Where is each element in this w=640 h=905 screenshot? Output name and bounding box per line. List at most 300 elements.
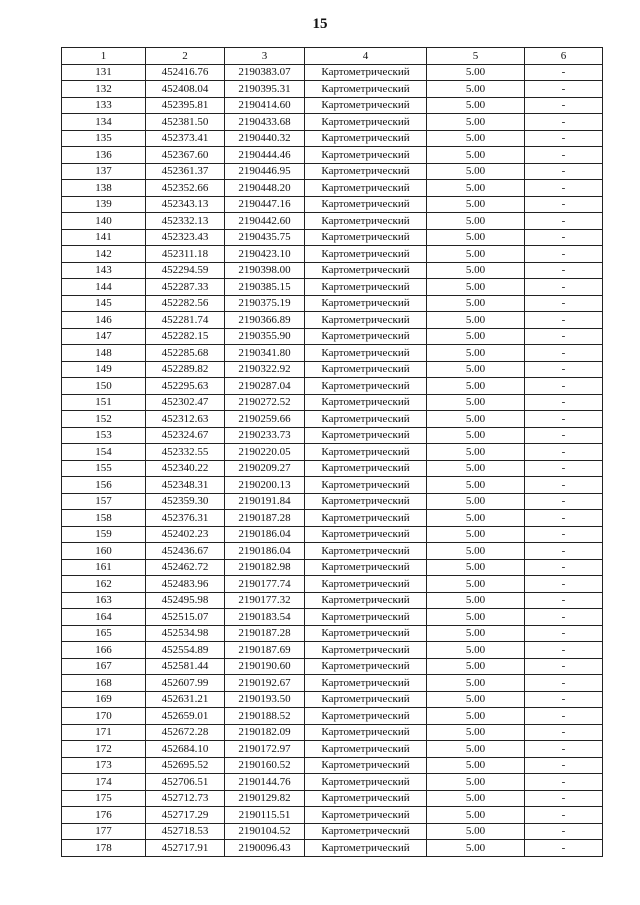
table-row [62,510,603,527]
table-cell: Картометрический [305,81,427,98]
table-cell: 452285.68 [146,345,225,362]
table-cell: 452534.98 [146,625,225,642]
table-cell: - [525,411,603,428]
table-cell: 452395.81 [146,97,225,114]
table-cell: Картометрический [305,295,427,312]
table-cell: 2190398.00 [225,262,305,279]
table-cell: Картометрический [305,163,427,180]
table-cell: 452295.63 [146,378,225,395]
table-cell: 2190447.16 [225,196,305,213]
table-cell: - [525,295,603,312]
table-row [62,394,603,411]
table-cell: 5.00 [427,757,525,774]
table-cell: 2190272.52 [225,394,305,411]
table-cell: - [525,246,603,263]
table-cell: Картометрический [305,724,427,741]
table-cell: 452323.43 [146,229,225,246]
table-cell: Картометрический [305,741,427,758]
table-cell: 131 [62,64,146,81]
table-cell: 5.00 [427,229,525,246]
table-cell: 452718.53 [146,823,225,840]
table-cell: 5.00 [427,427,525,444]
table-cell: 151 [62,394,146,411]
table-cell: 2190322.92 [225,361,305,378]
table-row [62,262,603,279]
table-cell: 2190182.09 [225,724,305,741]
table-cell: 158 [62,510,146,527]
table-row [62,576,603,593]
table-cell: 2190440.32 [225,130,305,147]
table-cell: 452712.73 [146,790,225,807]
table-cell: 156 [62,477,146,494]
table-row [62,361,603,378]
table-row [62,625,603,642]
table-cell: Картометрический [305,147,427,164]
table-cell: - [525,427,603,444]
table-cell: 5.00 [427,592,525,609]
table-cell: 452282.15 [146,328,225,345]
table-cell: Картометрический [305,312,427,329]
table-cell: Картометрический [305,229,427,246]
table-cell: Картометрический [305,427,427,444]
table-row [62,213,603,230]
table-cell: Картометрический [305,493,427,510]
table-cell: 452348.31 [146,477,225,494]
table-cell: Картометрический [305,807,427,824]
table-cell: 452367.60 [146,147,225,164]
table-cell: - [525,147,603,164]
table-cell: 136 [62,147,146,164]
table-row [62,526,603,543]
table-cell: 154 [62,444,146,461]
table-cell: 174 [62,774,146,791]
table-cell: 452402.23 [146,526,225,543]
table-cell: 5.00 [427,196,525,213]
table-cell: 2190442.60 [225,213,305,230]
table-cell: - [525,526,603,543]
table-row [62,427,603,444]
table-cell: 452631.21 [146,691,225,708]
table-cell: 2190366.89 [225,312,305,329]
table-cell: 5.00 [427,526,525,543]
table-cell: 5.00 [427,493,525,510]
table-cell: - [525,609,603,626]
table-cell: 137 [62,163,146,180]
table-cell: - [525,840,603,857]
column-header: 2 [146,48,225,65]
table-cell: 147 [62,328,146,345]
table-cell: 5.00 [427,642,525,659]
table-cell: - [525,378,603,395]
table-cell: 2190096.43 [225,840,305,857]
table-cell: 2190341.80 [225,345,305,362]
table-cell: 2190375.19 [225,295,305,312]
table-row [62,708,603,725]
table-cell: 5.00 [427,790,525,807]
table-cell: 5.00 [427,147,525,164]
table-cell: 162 [62,576,146,593]
table-cell: - [525,114,603,131]
table-cell: 5.00 [427,510,525,527]
table-cell: 176 [62,807,146,824]
table-cell: 138 [62,180,146,197]
table-cell: 452672.28 [146,724,225,741]
table-cell: 5.00 [427,477,525,494]
table-cell: - [525,790,603,807]
table-cell: 5.00 [427,741,525,758]
table-cell: 2190177.32 [225,592,305,609]
table-cell: 452312.63 [146,411,225,428]
table-row [62,345,603,362]
table-cell: Картометрический [305,790,427,807]
table-cell: 5.00 [427,295,525,312]
table-cell: 5.00 [427,361,525,378]
table-cell: 5.00 [427,840,525,857]
table-cell: 452324.67 [146,427,225,444]
table-cell: - [525,708,603,725]
table-cell: 452706.51 [146,774,225,791]
table-cell: Картометрический [305,130,427,147]
table-cell: 5.00 [427,312,525,329]
table-cell: 2190188.52 [225,708,305,725]
column-header: 6 [525,48,603,65]
table-cell: - [525,823,603,840]
table-cell: 5.00 [427,64,525,81]
table-cell: Картометрический [305,691,427,708]
table-cell: 155 [62,460,146,477]
table-cell: - [525,163,603,180]
table-cell: 5.00 [427,658,525,675]
table-row [62,444,603,461]
table-cell: - [525,592,603,609]
table-cell: - [525,724,603,741]
table-cell: 452607.99 [146,675,225,692]
table-row [62,724,603,741]
table-cell: 452684.10 [146,741,225,758]
table-cell: 452659.01 [146,708,225,725]
table-cell: Картометрический [305,510,427,527]
table-row [62,609,603,626]
table-cell: 5.00 [427,823,525,840]
table-cell: 178 [62,840,146,857]
table-cell: 2190446.95 [225,163,305,180]
table-cell: 2190448.20 [225,180,305,197]
table-row [62,180,603,197]
table-cell: 5.00 [427,378,525,395]
table-cell: - [525,625,603,642]
table-row [62,592,603,609]
table-cell: 5.00 [427,543,525,560]
table-cell: - [525,576,603,593]
table-cell: 173 [62,757,146,774]
table-cell: 2190186.04 [225,526,305,543]
table-cell: 166 [62,642,146,659]
table-cell: Картометрический [305,576,427,593]
page-number: 15 [312,16,328,32]
table-cell: 452361.37 [146,163,225,180]
table-cell: 2190187.28 [225,510,305,527]
table-cell: 452311.18 [146,246,225,263]
table-cell: 165 [62,625,146,642]
table-cell: Картометрический [305,378,427,395]
table-cell: 2190186.04 [225,543,305,560]
table-cell: 452340.22 [146,460,225,477]
table-cell: - [525,460,603,477]
table-cell: Картометрический [305,361,427,378]
table-cell: 150 [62,378,146,395]
table-cell: - [525,559,603,576]
table-cell: Картометрический [305,609,427,626]
table-cell: 2190414.60 [225,97,305,114]
table-cell: 167 [62,658,146,675]
table-row [62,807,603,824]
table-cell: Картометрический [305,328,427,345]
table-cell: Картометрический [305,708,427,725]
table-row [62,658,603,675]
table-cell: 5.00 [427,411,525,428]
table-cell: 5.00 [427,576,525,593]
table-cell: 452695.52 [146,757,225,774]
table-cell: 2190395.31 [225,81,305,98]
table-cell: Картометрический [305,444,427,461]
table-cell: - [525,196,603,213]
table-cell: 452352.66 [146,180,225,197]
table-row [62,840,603,857]
table-cell: 159 [62,526,146,543]
table-cell: - [525,64,603,81]
table-cell: 153 [62,427,146,444]
table-cell: - [525,543,603,560]
table-cell: - [525,642,603,659]
table-row [62,411,603,428]
table-row [62,757,603,774]
table-cell: 5.00 [427,163,525,180]
column-header: 1 [62,48,146,65]
table-cell: - [525,477,603,494]
table-cell: 2190383.07 [225,64,305,81]
table-cell: 452376.31 [146,510,225,527]
table-cell: - [525,675,603,692]
table-cell: Картометрический [305,262,427,279]
table-cell: - [525,262,603,279]
table-row [62,774,603,791]
table-cell: 452289.82 [146,361,225,378]
table-cell: 2190187.28 [225,625,305,642]
table-cell: 2190177.74 [225,576,305,593]
table-cell: Картометрический [305,64,427,81]
table-cell: 5.00 [427,559,525,576]
table-cell: 164 [62,609,146,626]
table-cell: - [525,97,603,114]
table-row [62,97,603,114]
table-cell: 160 [62,543,146,560]
table-cell: 168 [62,675,146,692]
table-cell: 177 [62,823,146,840]
table-cell: 2190423.10 [225,246,305,263]
table-cell: - [525,328,603,345]
table-cell: 5.00 [427,213,525,230]
table-cell: 2190192.67 [225,675,305,692]
table-cell: Картометрический [305,477,427,494]
table-cell: 5.00 [427,262,525,279]
table-cell: 161 [62,559,146,576]
table-row [62,130,603,147]
table-body [62,64,603,856]
table-cell: 175 [62,790,146,807]
table-cell: 5.00 [427,724,525,741]
table-cell: - [525,774,603,791]
table-cell: - [525,757,603,774]
column-header: 3 [225,48,305,65]
table-cell: 452294.59 [146,262,225,279]
table-cell: 2190182.98 [225,559,305,576]
table-cell: - [525,691,603,708]
table-row [62,81,603,98]
table-cell: Картометрический [305,97,427,114]
table-cell: - [525,213,603,230]
table-cell: 152 [62,411,146,428]
table-cell: 2190287.04 [225,378,305,395]
table-cell: 452436.67 [146,543,225,560]
table-cell: Картометрический [305,460,427,477]
table-cell: 157 [62,493,146,510]
table-header-row [62,48,603,65]
table-cell: 452717.29 [146,807,225,824]
table-cell: - [525,493,603,510]
table-row [62,378,603,395]
column-header: 5 [427,48,525,65]
table-cell: 5.00 [427,691,525,708]
table-cell: 5.00 [427,114,525,131]
table-cell: 2190115.51 [225,807,305,824]
table-cell: 2190233.73 [225,427,305,444]
table-cell: 169 [62,691,146,708]
table-row [62,559,603,576]
table-cell: 452408.04 [146,81,225,98]
table-cell: 2190172.97 [225,741,305,758]
table-cell: 5.00 [427,246,525,263]
table-cell: Картометрический [305,592,427,609]
table-cell: 171 [62,724,146,741]
table-row [62,295,603,312]
table-cell: 2190209.27 [225,460,305,477]
table-row [62,163,603,180]
table-cell: 5.00 [427,345,525,362]
table-cell: - [525,394,603,411]
table-row [62,691,603,708]
table-cell: 5.00 [427,625,525,642]
table-cell: 133 [62,97,146,114]
table-cell: 5.00 [427,774,525,791]
table-cell: 5.00 [427,180,525,197]
table-cell: - [525,361,603,378]
table-cell: 452359.30 [146,493,225,510]
table-cell: 2190183.54 [225,609,305,626]
table-row [62,147,603,164]
table-cell: - [525,510,603,527]
table-cell: 2190220.05 [225,444,305,461]
table-cell: 2190187.69 [225,642,305,659]
table-cell: 5.00 [427,130,525,147]
coordinates-table [61,47,603,857]
table-row [62,328,603,345]
table-cell: 452515.07 [146,609,225,626]
table-cell: Картометрический [305,213,427,230]
table-row [62,543,603,560]
table-cell: 5.00 [427,444,525,461]
table-cell: 452332.55 [146,444,225,461]
table-cell: - [525,180,603,197]
table-cell: Картометрический [305,675,427,692]
table-cell: Картометрический [305,526,427,543]
table-cell: 139 [62,196,146,213]
table-cell: - [525,229,603,246]
table-cell: - [525,279,603,296]
table-cell: - [525,312,603,329]
table-cell: 452581.44 [146,658,225,675]
table-row [62,642,603,659]
table-cell: - [525,658,603,675]
table-row [62,229,603,246]
table-cell: Картометрический [305,279,427,296]
table-cell: - [525,130,603,147]
table-cell: Картометрический [305,774,427,791]
table-cell: 2190190.60 [225,658,305,675]
table-cell: - [525,444,603,461]
table-row [62,279,603,296]
table-cell: 144 [62,279,146,296]
table-cell: Картометрический [305,345,427,362]
table-cell: 5.00 [427,97,525,114]
table-cell: 452287.33 [146,279,225,296]
table-cell: 148 [62,345,146,362]
table-cell: - [525,81,603,98]
table-cell: 142 [62,246,146,263]
table-cell: 452416.76 [146,64,225,81]
table-cell: - [525,807,603,824]
table-cell: 2190355.90 [225,328,305,345]
table-cell: 2190144.76 [225,774,305,791]
table-cell: 452554.89 [146,642,225,659]
table-cell: 134 [62,114,146,131]
table-cell: 5.00 [427,807,525,824]
table-cell: 2190200.13 [225,477,305,494]
table-row [62,64,603,81]
table-cell: 149 [62,361,146,378]
table-cell: 146 [62,312,146,329]
table-row [62,460,603,477]
table-cell: 140 [62,213,146,230]
table-cell: Картометрический [305,180,427,197]
table-cell: 135 [62,130,146,147]
table-cell: 2190160.52 [225,757,305,774]
table-cell: 5.00 [427,609,525,626]
table-cell: 5.00 [427,279,525,296]
table-cell: 170 [62,708,146,725]
table-cell: 2190129.82 [225,790,305,807]
table-cell: Картометрический [305,840,427,857]
table-row [62,790,603,807]
table-cell: Картометрический [305,625,427,642]
table-cell: Картометрический [305,757,427,774]
table-cell: 2190433.68 [225,114,305,131]
column-header: 4 [305,48,427,65]
table-row [62,114,603,131]
table-row [62,741,603,758]
table-cell: Картометрический [305,559,427,576]
table-cell: - [525,345,603,362]
table-row [62,823,603,840]
